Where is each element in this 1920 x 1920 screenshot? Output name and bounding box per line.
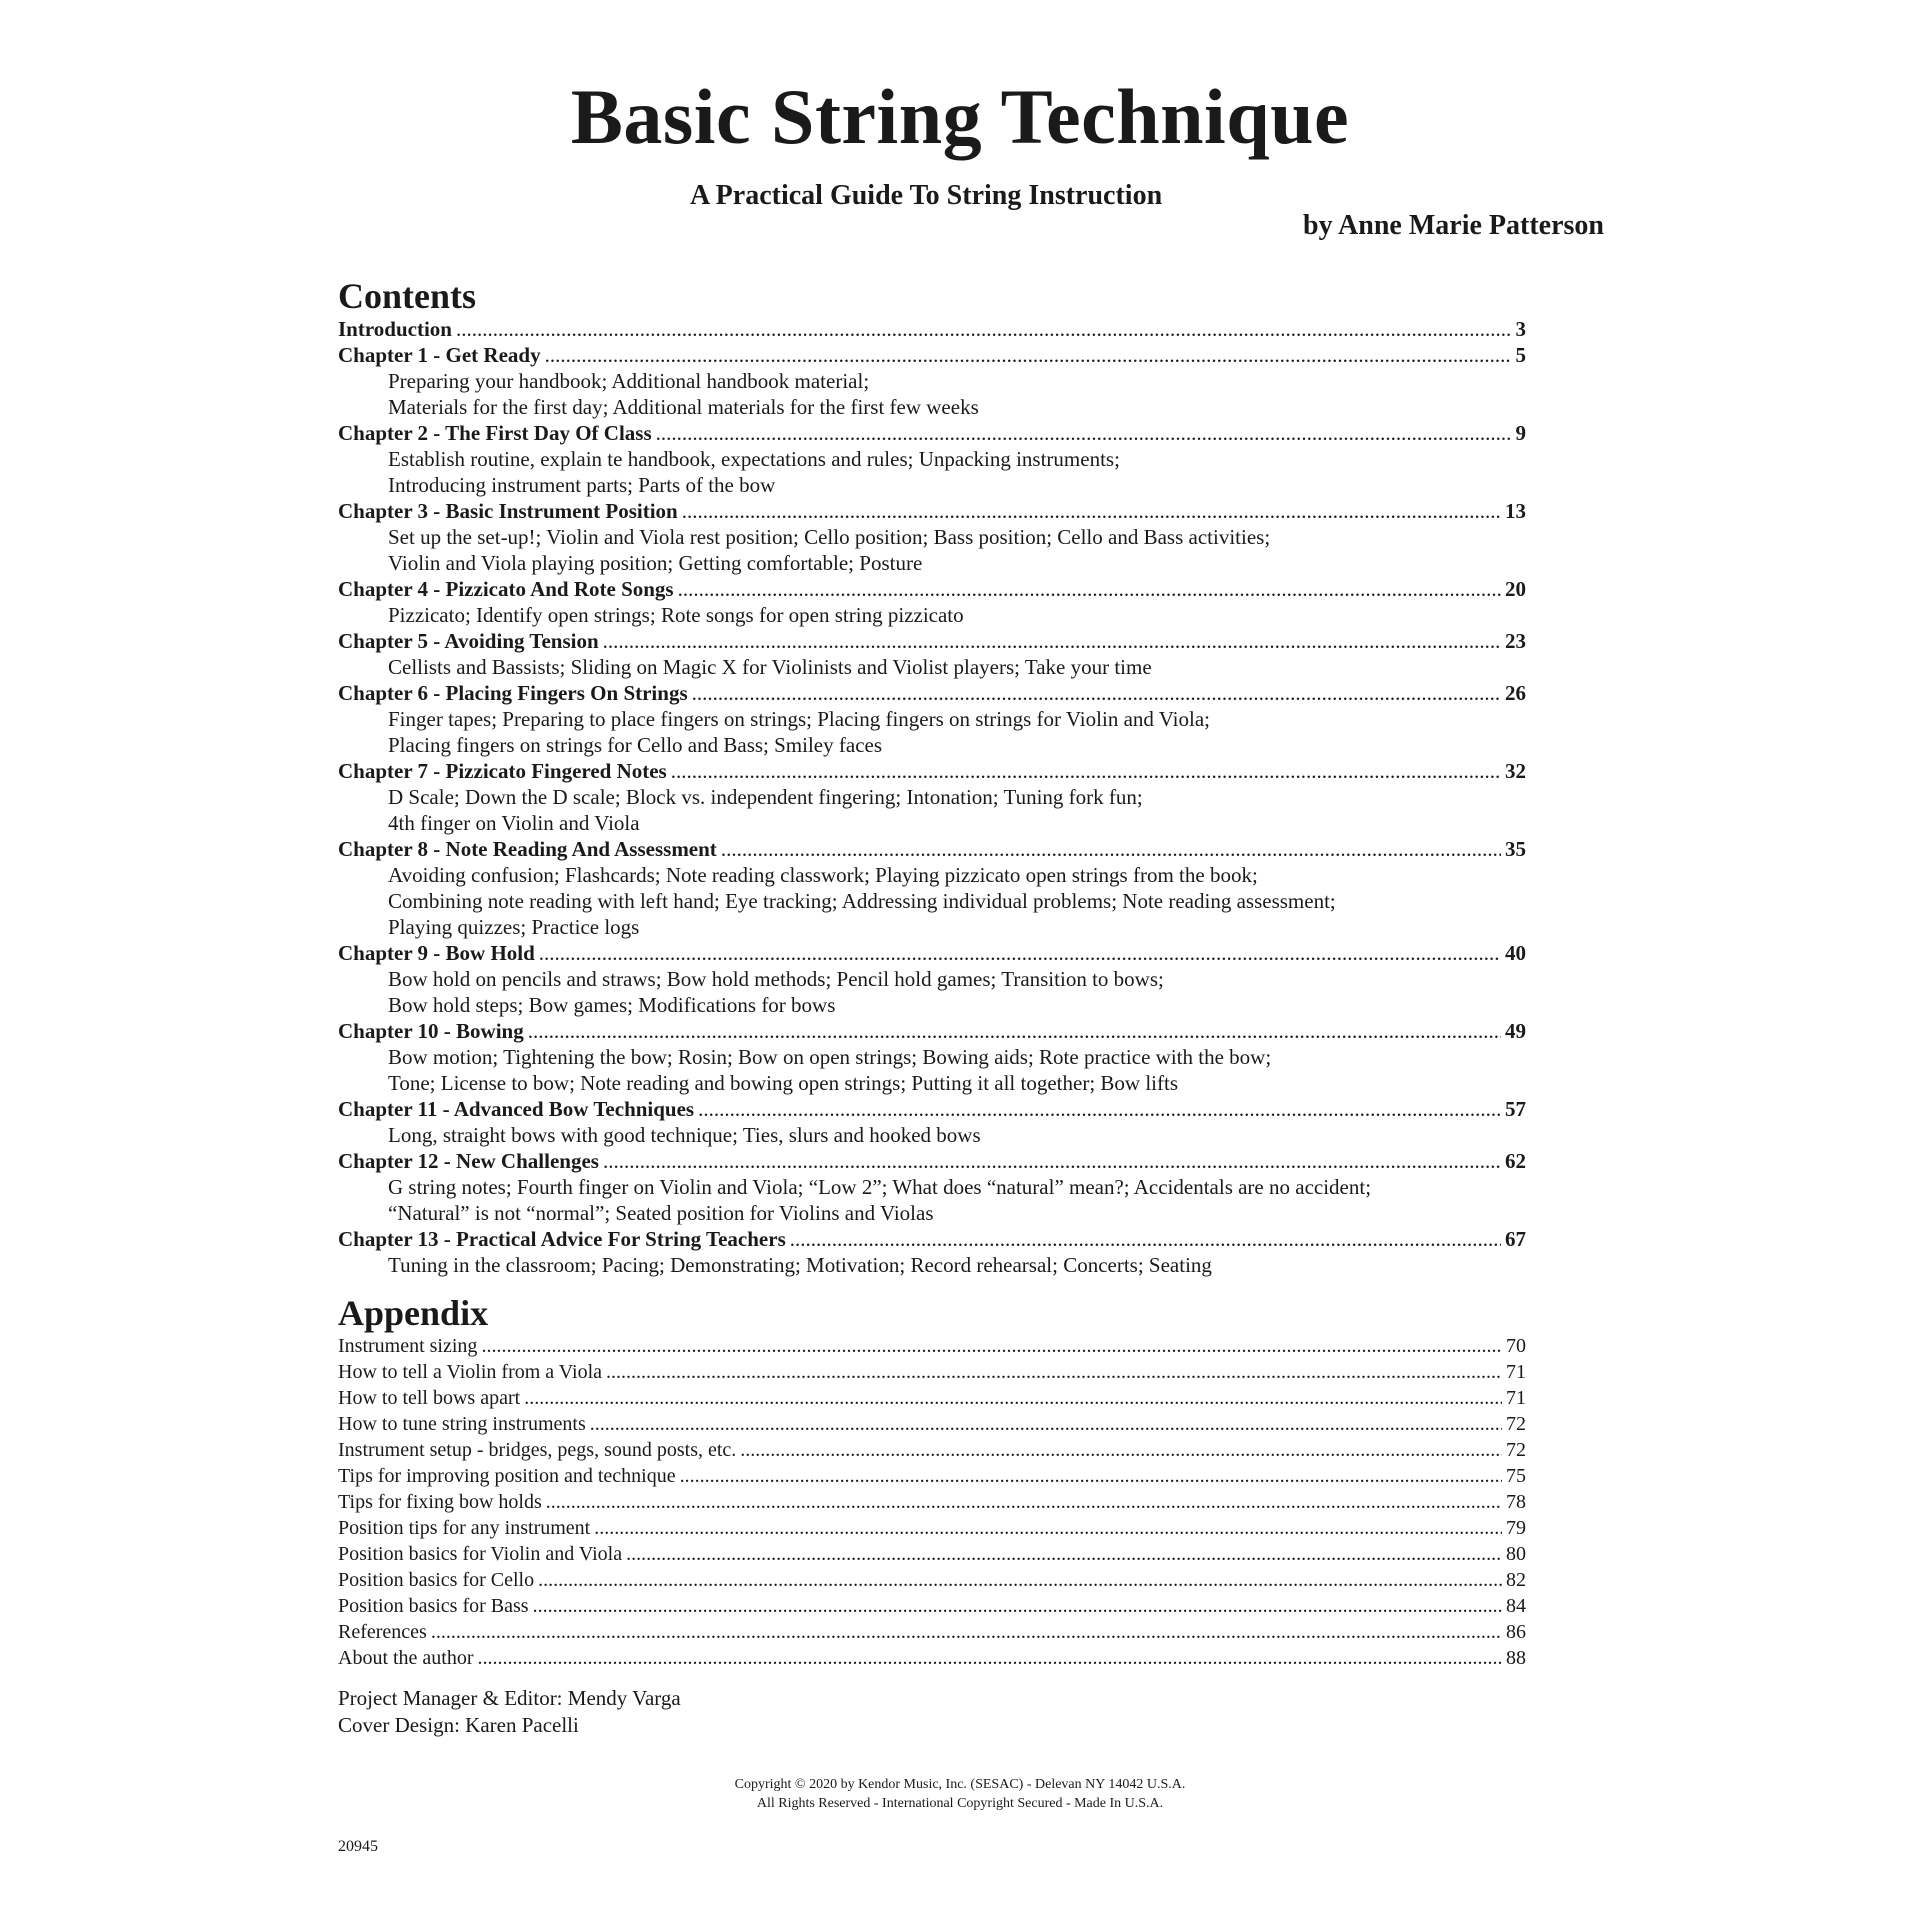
chapter-topics: Violin and Viola playing position; Getting comfortable; Posture	[388, 551, 923, 575]
toc-entry-title: Chapter 9 - Bow Hold	[338, 941, 535, 965]
toc-entry-page: 20	[1505, 577, 1526, 601]
chapter-topics: Establish routine, explain te handbook, expectations and rules; Unpacking instruments;	[388, 447, 1120, 471]
chapter-topics: Playing quizzes; Practice logs	[388, 915, 640, 939]
toc-entry	[338, 1333, 1526, 1359]
toc-entry-title: About the author	[338, 1647, 474, 1669]
toc-entry	[338, 680, 1526, 706]
toc-entry	[338, 316, 1526, 342]
dot-leader	[698, 1096, 1501, 1122]
chapter-topics: Avoiding confusion; Flashcards; Note reading classwork; Playing pizzicato open strings from the book;	[388, 863, 1258, 887]
toc-entry-page: 71	[1506, 1361, 1526, 1383]
toc-entry	[338, 1385, 1526, 1411]
toc-entry	[338, 342, 1526, 368]
chapter-topics: 4th finger on Violin and Viola	[388, 811, 640, 835]
dot-leader	[721, 836, 1501, 862]
chapter-topics: Preparing your handbook; Additional handbook material;	[388, 369, 870, 393]
cover-credit: Cover Design: Karen Pacelli	[338, 1713, 579, 1737]
toc-entry-title: Position basics for Violin and Viola	[338, 1543, 623, 1565]
toc-entry-title: Chapter 2 - The First Day Of Class	[338, 421, 652, 445]
chapter-topics: Set up the set-up!; Violin and Viola rest position; Cello position; Bass position; Cello and Bass activities;	[388, 525, 1271, 549]
toc-entry	[338, 1437, 1526, 1463]
toc-entry-title: Chapter 10 - Bowing	[338, 1019, 524, 1043]
toc-entry-page: 80	[1506, 1543, 1526, 1565]
contents-list	[338, 316, 1526, 1278]
chapter-topics: Pizzicato; Identify open strings; Rote songs for open string pizzicato	[388, 603, 964, 627]
toc-entry	[338, 1018, 1526, 1044]
chapter-topics: Tuning in the classroom; Pacing; Demonstrating; Motivation; Record rehearsal; Concerts; Seating	[388, 1253, 1212, 1277]
toc-entry	[338, 576, 1526, 602]
toc-entry-page: 71	[1506, 1387, 1526, 1409]
toc-entry	[338, 1226, 1526, 1252]
book-subtitle: A Practical Guide To String Instruction	[690, 180, 1163, 211]
toc-entry-page: 62	[1505, 1149, 1526, 1173]
toc-entry-title: Position tips for any instrument	[338, 1517, 591, 1539]
toc-entry	[338, 1567, 1526, 1593]
dot-leader	[524, 1385, 1502, 1411]
dot-leader	[533, 1593, 1502, 1619]
toc-entry-page: 3	[1515, 317, 1526, 341]
toc-entry-page: 40	[1505, 941, 1526, 965]
toc-entry	[338, 628, 1526, 654]
dot-leader	[481, 1333, 1502, 1359]
toc-entry	[338, 1096, 1526, 1122]
copyright-notice	[0, 1775, 1920, 1813]
dot-leader	[682, 498, 1501, 524]
dot-leader	[603, 1148, 1501, 1174]
toc-entry-page: 23	[1505, 629, 1526, 653]
toc-entry-title: Chapter 13 - Practical Advice For String Teachers	[338, 1227, 786, 1251]
dot-leader	[478, 1645, 1502, 1671]
toc-entry	[338, 1593, 1526, 1619]
dot-leader	[528, 1018, 1501, 1044]
dot-leader	[603, 628, 1501, 654]
toc-entry-page: 5	[1515, 343, 1526, 367]
dot-leader	[594, 1515, 1502, 1541]
toc-entry-page: 9	[1515, 421, 1526, 445]
chapter-topics: Long, straight bows with good technique; Ties, slurs and hooked bows	[388, 1123, 981, 1147]
chapter-topics: Materials for the first day; Additional materials for the first few weeks	[388, 395, 979, 419]
dot-leader	[656, 420, 1512, 446]
toc-entry-page: 67	[1505, 1227, 1526, 1251]
dot-leader	[606, 1359, 1502, 1385]
dot-leader	[790, 1226, 1501, 1252]
chapter-topics: Combining note reading with left hand; Eye tracking; Addressing individual problems; Note reading assessment;	[388, 889, 1336, 913]
chapter-topics: Placing fingers on strings for Cello and Bass; Smiley faces	[388, 733, 883, 757]
toc-entry-title: Position basics for Bass	[338, 1595, 529, 1617]
copyright-line-2: All Rights Reserved - International Copyright Secured - Made In U.S.A.	[756, 1796, 1164, 1811]
toc-entry	[338, 1515, 1526, 1541]
toc-entry-title: Position basics for Cello	[338, 1569, 535, 1591]
toc-entry-title: How to tune string instruments	[338, 1413, 586, 1435]
appendix-list	[338, 1333, 1526, 1671]
toc-entry	[338, 836, 1526, 862]
chapter-topics: Cellists and Bassists; Sliding on Magic X for Violinists and Violist players; Take your time	[388, 655, 1152, 679]
toc-entry	[338, 1359, 1526, 1385]
toc-entry-page: 78	[1506, 1491, 1526, 1513]
toc-entry-title: How to tell a Violin from a Viola	[338, 1361, 603, 1383]
dot-leader	[546, 1489, 1502, 1515]
toc-entry-page: 75	[1506, 1465, 1526, 1487]
chapter-topics: Introducing instrument parts; Parts of the bow	[388, 473, 776, 497]
chapter-topics: Bow hold steps; Bow games; Modifications for bows	[388, 993, 836, 1017]
book-author: by Anne Marie Patterson	[1303, 210, 1604, 241]
dot-leader	[671, 758, 1501, 784]
toc-entry	[338, 1619, 1526, 1645]
toc-entry-title: References	[338, 1621, 427, 1643]
toc-entry-title: How to tell bows apart	[338, 1387, 521, 1409]
toc-entry	[338, 1645, 1526, 1671]
chapter-topics: G string notes; Fourth finger on Violin and Viola; “Low 2”; What does “natural” mean?; Accidentals are no accident;	[388, 1175, 1372, 1199]
dot-leader	[431, 1619, 1502, 1645]
toc-entry-page: 86	[1506, 1621, 1526, 1643]
chapter-topics: D Scale; Down the D scale; Block vs. independent fingering; Intonation; Tuning fork fun;	[388, 785, 1143, 809]
toc-entry-title: Chapter 1 - Get Ready	[338, 343, 541, 367]
credits	[338, 1685, 681, 1739]
toc-entry-page: 70	[1506, 1335, 1526, 1357]
toc-entry-title: Introduction	[338, 317, 452, 341]
dot-leader	[539, 940, 1501, 966]
chapter-topics: Bow motion; Tightening the bow; Rosin; Bow on open strings; Bowing aids; Rote practice with the bow;	[388, 1045, 1272, 1069]
appendix-section	[338, 1293, 1526, 1671]
toc-entry-title: Tips for improving position and technique	[338, 1465, 676, 1487]
toc-entry-title: Chapter 3 - Basic Instrument Position	[338, 499, 678, 523]
toc-entry	[338, 758, 1526, 784]
toc-entry-title: Chapter 11 - Advanced Bow Techniques	[338, 1097, 695, 1121]
editor-credit: Project Manager & Editor: Mendy Varga	[338, 1686, 681, 1710]
toc-entry-page: 84	[1506, 1595, 1526, 1617]
toc-entry-page: 49	[1505, 1019, 1526, 1043]
toc-entry-title: Chapter 7 - Pizzicato Fingered Notes	[338, 759, 667, 783]
toc-entry	[338, 1411, 1526, 1437]
dot-leader	[626, 1541, 1502, 1567]
chapter-topics: Tone; License to bow; Note reading and bowing open strings; Putting it all together; Bow lifts	[388, 1071, 1178, 1095]
toc-entry	[338, 940, 1526, 966]
contents-section	[338, 276, 1526, 1278]
toc-entry-title: Chapter 5 - Avoiding Tension	[338, 629, 599, 653]
chapter-topics: Finger tapes; Preparing to place fingers on strings; Placing fingers on strings for Violin and Viola;	[388, 707, 1210, 731]
toc-entry-title: Chapter 4 - Pizzicato And Rote Songs	[338, 577, 674, 601]
toc-entry	[338, 420, 1526, 446]
catalog-number: 20945	[338, 1838, 378, 1855]
toc-entry-page: 88	[1506, 1647, 1526, 1669]
toc-entry	[338, 1541, 1526, 1567]
chapter-topics: “Natural” is not “normal”; Seated position for Violins and Violas	[388, 1201, 934, 1225]
dot-leader	[538, 1567, 1502, 1593]
toc-entry-title: Chapter 6 - Placing Fingers On Strings	[338, 681, 688, 705]
toc-entry	[338, 498, 1526, 524]
chapter-topics: Bow hold on pencils and straws; Bow hold methods; Pencil hold games; Transition to bows;	[388, 967, 1164, 991]
toc-entry-page: 57	[1505, 1097, 1526, 1121]
toc-entry-page: 72	[1506, 1439, 1526, 1461]
toc-entry-title: Instrument sizing	[338, 1335, 478, 1357]
toc-entry-title: Chapter 12 - New Challenges	[338, 1149, 599, 1173]
dot-leader	[456, 316, 1512, 342]
toc-entry-title: Tips for fixing bow holds	[338, 1491, 542, 1513]
toc-entry-page: 82	[1506, 1569, 1526, 1591]
toc-entry	[338, 1489, 1526, 1515]
toc-entry-page: 26	[1505, 681, 1526, 705]
dot-leader	[692, 680, 1501, 706]
dot-leader	[678, 576, 1501, 602]
dot-leader	[590, 1411, 1502, 1437]
toc-entry-page: 72	[1506, 1413, 1526, 1435]
contents-heading: Contents	[338, 276, 477, 316]
book-title: Basic String Technique	[570, 73, 1350, 160]
toc-entry-title: Chapter 8 - Note Reading And Assessment	[338, 837, 717, 861]
dot-leader	[740, 1437, 1502, 1463]
dot-leader	[545, 342, 1512, 368]
toc-entry-page: 13	[1505, 499, 1526, 523]
copyright-line-1: Copyright © 2020 by Kendor Music, Inc. (SESAC) - Delevan NY 14042 U.S.A.	[734, 1777, 1186, 1792]
toc-entry-title: Instrument setup - bridges, pegs, sound posts, etc.	[338, 1439, 737, 1461]
toc-entry-page: 32	[1505, 759, 1526, 783]
appendix-heading: Appendix	[338, 1293, 489, 1333]
toc-entry-page: 35	[1505, 837, 1526, 861]
toc-entry-page: 79	[1506, 1517, 1526, 1539]
toc-entry	[338, 1463, 1526, 1489]
toc-entry	[338, 1148, 1526, 1174]
dot-leader	[680, 1463, 1502, 1489]
